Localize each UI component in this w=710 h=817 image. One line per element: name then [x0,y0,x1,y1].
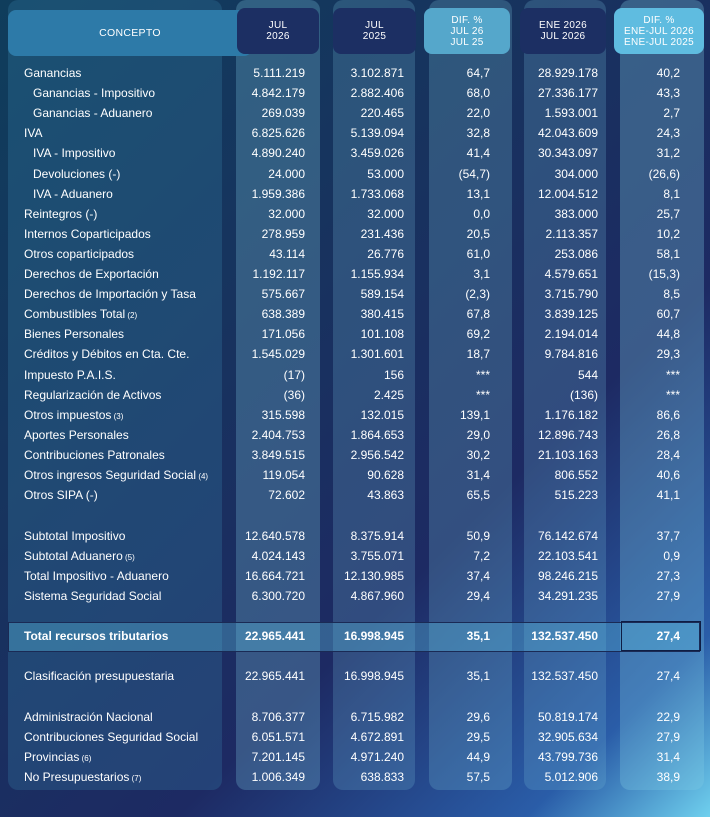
cell-value: 3.715.790 [544,287,598,302]
table-row [0,184,710,204]
cell-value: 50,9 [466,529,490,543]
cell-value: (54,7) [458,166,490,181]
cell-value: 98.246.215 [537,569,598,584]
footnote-ref: (4) [196,472,209,481]
cell-value: 5.139.094 [350,126,404,141]
cell-value: 34.291.235 [537,589,598,604]
cell-value: 86,6 [656,407,680,422]
cell-value: *** [475,367,490,382]
cell-value: 132.015 [360,407,404,422]
table-row [0,304,710,324]
cell-value: 4.867.960 [350,589,404,604]
cell-value: *** [475,387,490,402]
table-row [0,546,710,566]
cell-value: 7,2 [473,549,490,564]
cell-value: 544 [577,367,598,382]
row-label: Otros coparticipados [24,246,135,261]
cell-value: 2.425 [373,387,404,402]
cell-value: (26,6) [648,166,680,181]
cell-value: 1.192.117 [252,267,305,281]
cell-value: 40,2 [656,66,680,80]
table-row [0,586,710,606]
cell-value: 44,9 [466,750,490,765]
cell-value: 1.959.386 [251,186,305,201]
table-row [0,485,710,505]
cell-value: 3.839.125 [544,307,598,322]
cell-value: (2,3) [465,287,490,302]
row-label: Derechos de Exportación [24,267,159,281]
table-row [0,405,710,425]
cell-value: 1.155.934 [350,267,404,281]
row-label: Provincias (6) [24,750,92,765]
cell-value: 5.111.219 [253,66,305,80]
cell-value: 8.375.914 [350,529,404,543]
row-label: Sistema Seguridad Social [24,589,162,604]
footnote-ref: (2) [125,311,138,321]
cell-value: 12.004.512 [537,186,598,201]
cell-value: 68,0 [466,86,490,101]
cell-value: 40,6 [656,468,680,482]
cell-value: 27,9 [656,589,680,604]
cell-value: 32,8 [466,126,490,141]
table-row [0,526,710,546]
cell-value: 32.905.634 [537,730,598,745]
cell-value: 3.102.871 [350,66,404,80]
cell-value: 4.842.179 [251,86,305,101]
row-label: Combustibles Total (2) [24,307,138,322]
table-row [0,385,710,405]
cell-value: 27,9 [656,730,680,745]
table-row [0,83,710,103]
cell-value: 37,4 [466,569,490,584]
cell-value: 30.343.097 [537,146,598,161]
cell-value: 1.593.001 [544,106,598,121]
row-label: Ganancias [24,66,82,80]
cell-value: 53.000 [367,166,404,181]
cell-value: 1.733.068 [350,186,404,201]
table-row [0,63,710,83]
cell-value: 171.056 [261,327,305,342]
table-row [0,103,710,123]
cell-value: 27,3 [656,569,680,584]
cell-value: 12.640.578 [244,529,305,543]
table-row [0,123,710,143]
row-label: Subtotal Aduanero (5) [24,549,135,564]
row-label: Aportes Personales [24,427,129,442]
table-row [0,344,710,364]
cell-value: 7.201.145 [251,750,305,765]
cell-value: 31,4 [656,750,680,765]
row-label: Total Impositivo - Aduanero [24,569,169,584]
classification-row [0,666,710,686]
cell-value: 42.043.609 [537,126,598,141]
cell-value: 132.537.450 [531,629,598,643]
cell-value: 0,0 [473,206,490,221]
row-label: No Presupuestarios (7) [24,770,142,785]
row-label: Reintegros (-) [24,206,98,221]
cell-value: 2.882.406 [350,86,404,101]
footnote-ref: (3) [111,411,124,421]
cell-value: 22,9 [656,710,680,724]
cell-value: 31,2 [656,146,680,161]
table-row [0,224,710,244]
cell-value: 0,9 [663,549,680,564]
table-row [0,204,710,224]
cell-value: 26,8 [656,427,680,442]
cell-value: 58,1 [656,246,680,261]
cell-value: 139,1 [459,407,490,422]
footnote-ref: (6) [79,754,92,764]
total-row [0,626,710,646]
cell-value: 32.000 [367,206,404,221]
cell-value: 156 [383,367,404,382]
cell-value: *** [665,387,680,402]
cell-value: 22.103.541 [537,549,598,564]
cell-value: 43.114 [269,246,305,261]
row-label: Otros ingresos Seguridad Social (4) [24,468,209,482]
cell-value: 304.000 [554,166,598,181]
cell-value: 72.602 [268,488,305,503]
cell-value: 41,4 [466,146,490,161]
footnote-ref: (5) [122,553,135,563]
cell-value: 37,7 [656,529,680,543]
cell-value: 16.664.721 [244,569,305,584]
table-row [0,445,710,465]
cell-value: 24.000 [268,166,305,181]
cell-value: (17) [283,367,305,382]
cell-value: 12.896.743 [537,427,598,442]
cell-value: 43,3 [656,86,680,101]
table-row [0,244,710,264]
cell-value: *** [665,367,680,382]
row-label: IVA [24,126,43,141]
cell-value: 20,5 [466,226,490,241]
cell-value: 383.000 [554,206,598,221]
cell-value: 2.194.014 [544,327,598,342]
table-row [0,747,710,767]
header-dif-jul: DIF. % JUL 26 JUL 25 [424,8,510,54]
cell-value: 4.579.651 [544,267,598,281]
cell-value: 2.956.542 [350,447,404,462]
row-label: Derechos de Importación y Tasa [24,287,196,302]
cell-value: 6.051.571 [251,730,305,745]
header-jul-2026: JUL 2026 [237,8,319,54]
row-label: Clasificación presupuestaria [24,669,175,683]
cell-value: 2.113.357 [545,226,598,241]
row-label: Internos Coparticipados [24,226,151,241]
cell-value: 50.819.174 [537,710,598,724]
cell-value: 1.301.601 [350,347,404,362]
cell-value: 315.598 [261,407,305,422]
cell-value: 90.628 [367,468,404,482]
table-row [0,264,710,284]
row-label: Créditos y Débitos en Cta. Cte. [24,347,190,362]
cell-value: 253.086 [554,246,598,261]
cell-value: 2.404.753 [251,427,305,442]
row-label: Administración Nacional [24,710,153,724]
cell-value: 31,4 [466,468,490,482]
cell-value: 29,6 [466,710,490,724]
row-label: IVA - Impositivo [33,146,116,161]
table-row [0,425,710,445]
cell-value: 57,5 [466,770,490,785]
cell-value: 269.039 [261,106,305,121]
cell-value: 3.755.071 [350,549,404,564]
row-label: Impuesto P.A.I.S. [24,367,116,382]
row-label: Ganancias - Aduanero [33,106,153,121]
table-row [0,727,710,747]
row-label: IVA - Aduanero [33,186,113,201]
row-label: Devoluciones (-) [33,166,121,181]
cell-value: 25,7 [656,206,680,221]
cell-value: 9.784.816 [544,347,598,362]
cell-value: 220.465 [360,106,404,121]
cell-value: 2,7 [663,106,680,121]
cell-value: 12.130.985 [343,569,404,584]
cell-value: 29,4 [466,589,490,604]
cell-value: 4.890.240 [251,146,305,161]
cell-value: 67,8 [466,307,490,322]
cell-value: 35,1 [466,669,490,683]
cell-value: 64,7 [466,66,490,80]
cell-value: 29,0 [466,427,490,442]
table-row [0,566,710,586]
footnote-ref: (7) [129,774,142,784]
cell-value: 32.000 [268,206,305,221]
row-label: Total recursos tributarios [24,629,169,643]
cell-value: 29,5 [466,730,490,745]
row-label: Contribuciones Seguridad Social [24,730,199,745]
cell-value: 21.103.163 [537,447,598,462]
cell-value: 76.142.674 [537,529,598,543]
cell-value: 28,4 [656,447,680,462]
cell-value: 231.436 [360,226,404,241]
row-label: Subtotal Impositivo [24,529,126,543]
table-row [0,707,710,727]
cell-value: 44,8 [656,327,680,342]
cell-value: 589.154 [360,287,404,302]
cell-value: 380.415 [360,307,404,322]
cell-value: 22,0 [466,106,490,121]
cell-value: 132.537.450 [531,669,598,683]
table-row [0,164,710,184]
table-row [0,767,710,787]
row-label: Ganancias - Impositivo [33,86,156,101]
cell-value: 27,4 [656,669,680,683]
cell-value: 41,1 [656,488,680,503]
header-ene-jul-2026: ENE 2026 JUL 2026 [520,8,606,54]
row-label: Otros impuestos (3) [24,407,124,422]
row-label: Regularización de Activos [24,387,162,402]
cell-value: (36) [283,387,305,402]
table-row [0,324,710,344]
cell-value: 35,1 [466,629,490,643]
cell-value: 638.833 [360,770,404,785]
cell-value: 806.552 [554,468,598,482]
row-label: Otros SIPA (-) [24,488,98,503]
row-label: Contribuciones Patronales [24,447,165,462]
cell-value: 60,7 [656,307,680,322]
cell-value: 4.024.143 [251,549,305,564]
header-jul-2025: JUL 2025 [333,8,416,54]
cell-value: 28.929.178 [537,66,598,80]
cell-value: 29,3 [656,347,680,362]
cell-value: 38,9 [656,770,680,785]
cell-value: 1.176.182 [544,407,598,422]
cell-value: (136) [569,387,598,402]
table-row [0,284,710,304]
cell-value: 10,2 [656,226,680,241]
cell-value: 24,3 [656,126,680,141]
cell-value: 8,5 [663,287,680,302]
cell-value: 27,4 [656,629,680,643]
cell-value: 1.006.349 [251,770,305,785]
table-row [0,465,710,485]
cell-value: 26.776 [367,246,404,261]
cell-value: 13,1 [466,186,490,201]
cell-value: 5.012.906 [544,770,598,785]
cell-value: 575.667 [261,287,305,302]
cell-value: 1.864.653 [350,427,404,442]
cell-value: 119.054 [262,468,305,482]
cell-value: 16.998.945 [343,669,404,683]
cell-value: 3.459.026 [350,146,404,161]
header-concepto: CONCEPTO [8,10,252,56]
cell-value: 8,1 [663,186,680,201]
cell-value: 278.959 [261,226,305,241]
cell-value: 69,2 [466,327,490,342]
cell-value: 18,7 [466,347,490,362]
row-label: Bienes Personales [24,327,125,342]
cell-value: 22.965.441 [244,669,305,683]
cell-value: 43.863 [367,488,404,503]
cell-value: 6.825.626 [251,126,305,141]
table-row [0,143,710,163]
cell-value: 16.998.945 [343,629,404,643]
cell-value: 22.965.441 [244,629,305,643]
cell-value: 515.223 [554,488,598,503]
cell-value: 1.545.029 [251,347,305,362]
cell-value: 3,1 [473,267,490,281]
cell-value: 61,0 [466,246,490,261]
cell-value: 30,2 [466,447,490,462]
cell-value: 3.849.515 [251,447,305,462]
header-dif-ene-jul: DIF. % ENE-JUL 2026 ENE-JUL 2025 [614,8,704,54]
cell-value: 6.715.982 [350,710,404,724]
cell-value: 6.300.720 [251,589,305,604]
cell-value: 638.389 [261,307,305,322]
cell-value: (15,3) [648,267,680,281]
cell-value: 43.799.736 [537,750,598,765]
cell-value: 65,5 [466,488,490,503]
cell-value: 8.706.377 [251,710,305,724]
cell-value: 4.672.891 [350,730,404,745]
cell-value: 4.971.240 [350,750,404,765]
table-row [0,365,710,385]
cell-value: 101.108 [360,327,404,342]
cell-value: 27.336.177 [537,86,598,101]
